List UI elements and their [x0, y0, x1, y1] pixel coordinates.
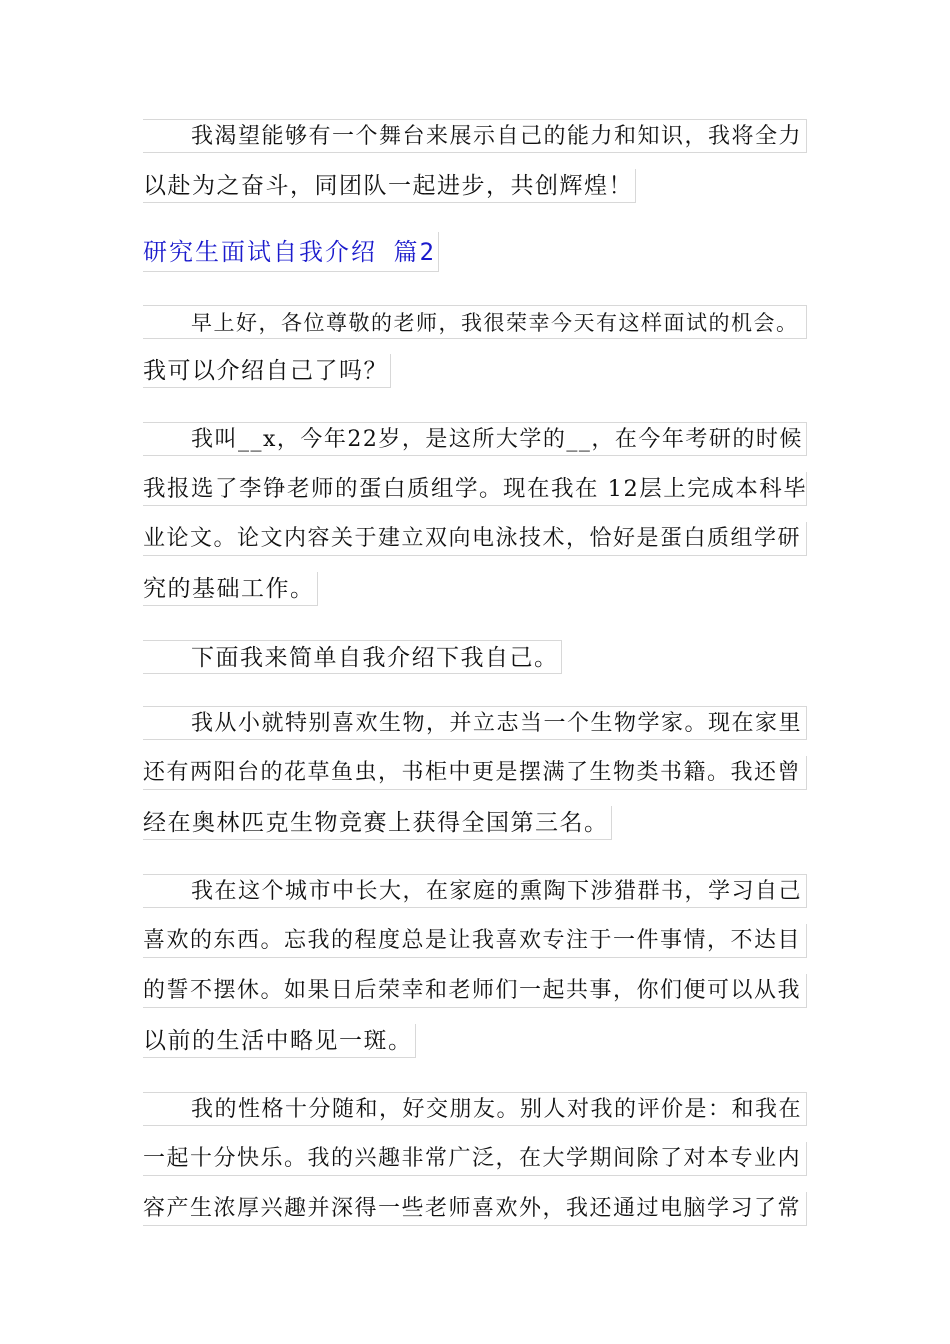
section-heading: 研究生面试自我介绍 篇2 [143, 232, 439, 272]
text-line: 我报选了李铮老师的蛋白质组学。现在我在 12层上完成本科毕 [143, 472, 807, 506]
text-line: 喜欢的东西。忘我的程度总是让我喜欢专注于一件事情，不达目 [143, 924, 807, 958]
text-line: 我渴望能够有一个舞台来展示自己的能力和知识，我将全力 [143, 119, 807, 153]
text-line: 我叫__x，今年22岁，是这所大学的__，在今年考研的时候 [143, 422, 807, 456]
text-line: 一起十分快乐。我的兴趣非常广泛，在大学期间除了对本专业内 [143, 1142, 807, 1176]
text-line: 以前的生活中略见一斑。 [143, 1024, 416, 1058]
text-line: 我的性格十分随和，好交朋友。别人对我的评价是：和我在 [143, 1092, 807, 1126]
text-line: 我从小就特别喜欢生物，并立志当一个生物学家。现在家里 [143, 706, 807, 740]
text-line: 还有两阳台的花草鱼虫，书柜中更是摆满了生物类书籍。我还曾 [143, 756, 807, 790]
text-line: 究的基础工作。 [143, 572, 318, 606]
text-line: 我可以介绍自己了吗？ [143, 354, 391, 388]
text-line: 容产生浓厚兴趣并深得一些老师喜欢外，我还通过电脑学习了常 [143, 1192, 807, 1226]
text-line: 我在这个城市中长大，在家庭的熏陶下涉猎群书，学习自己 [143, 874, 807, 908]
text-line: 的誓不摆休。如果日后荣幸和老师们一起共事，你们便可以从我 [143, 974, 807, 1008]
text-line: 早上好，各位尊敬的老师，我很荣幸今天有这样面试的机会。 [143, 305, 807, 339]
text-line: 以赴为之奋斗，同团队一起进步，共创辉煌！ [143, 169, 636, 203]
text-line: 经在奥林匹克生物竞赛上获得全国第三名。 [143, 806, 612, 840]
text-line: 业论文。论文内容关于建立双向电泳技术，恰好是蛋白质组学研 [143, 522, 807, 556]
text-line: 下面我来简单自我介绍下我自己。 [143, 640, 562, 674]
